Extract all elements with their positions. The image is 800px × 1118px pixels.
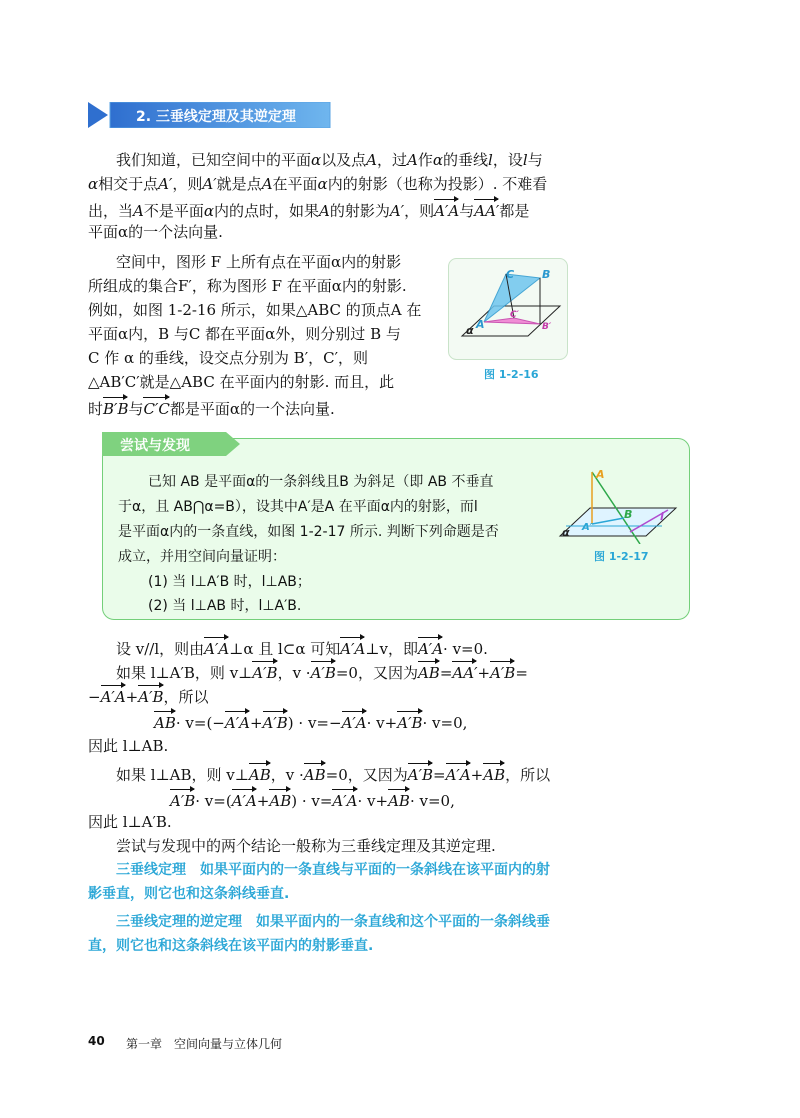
theorem-line1: 三垂线定理 如果平面内的一条直线与平面的一条斜线在该平面内的射	[116, 862, 550, 878]
converse-theorem-line1: 三垂线定理的逆定理 如果平面内的一条直线和这个平面的一条斜线垂	[116, 914, 550, 930]
fig2-label-alpha: α	[562, 526, 570, 539]
para2-line2: 所组成的集合F′，称为图形 F 在平面α内的射影.	[88, 277, 407, 295]
fig1-label-Cp: C′	[510, 310, 519, 320]
fig1-label-C: C	[506, 268, 515, 281]
fig1-label-alpha: α	[466, 324, 474, 337]
fig2-label-Ap: A′	[582, 522, 593, 533]
proof-line3: −A′A+A′B，所以	[88, 684, 209, 707]
chapter-title: 第一章 空间向量与立体几何	[126, 1037, 283, 1051]
para2-line1: 空间中，图形 F 上所有点在平面α内的射影	[116, 253, 402, 271]
section-title: 2. 三垂线定理及其逆定理	[136, 109, 296, 125]
proof-line7: A′B· v=(A′A+AB) · v=A′A· v+AB· v=0,	[170, 788, 455, 811]
para1-line1: 我们知道，已知空间中的平面α以及点A，过A作α的垂线l，设l与	[116, 151, 543, 169]
proof-line4: AB· v=(−A′A+A′B) · v=−A′A· v+A′B· v=0,	[154, 710, 467, 733]
para2-line4: 平面α内，B 与C 都在平面α外，则分别过 B 与	[88, 325, 401, 343]
fig2-label-l: l	[660, 510, 664, 523]
figure-1-2-17	[556, 468, 680, 544]
fig2-label-B: B	[624, 508, 633, 521]
para2-line5: C 作 α 的垂线，设交点分别为 B′，C′，则	[88, 349, 368, 367]
para2-line6: △AB′C′就是△ABC 在平面内的射影. 而且，此	[88, 373, 395, 391]
para1-line4: 平面α的一个法向量.	[88, 223, 223, 241]
proof-line9: 尝试与发现中的两个结论一般称为三垂线定理及其逆定理.	[116, 837, 496, 855]
para1-line2: α相交于点A′，则A′就是点A在平面α内的射影（也称为投影）. 不难看	[88, 175, 548, 193]
fig2-label-A: A	[596, 468, 605, 481]
section-banner	[88, 102, 334, 128]
fig1-label-A: A	[476, 318, 485, 331]
proof-line1: 设 v//l，则由A′A⊥α 且 l⊂α 可知A′A⊥v，即A′A· v=0.	[116, 636, 488, 659]
fig1-label-B: B	[542, 268, 551, 281]
try-line3: 是平面α内的一条直线，如图 1-2-17 所示. 判断下列命题是否	[118, 524, 499, 540]
para2-line3: 例如，如图 1-2-16 所示，如果△ABC 的顶点A 在	[88, 301, 422, 319]
try-line1: 已知 AB 是平面α的一条斜线且B 为斜足（即 AB 不垂直	[148, 474, 494, 490]
para2-line7: 时B′B与C′C都是平面α的一个法向量.	[88, 396, 335, 419]
try-item2: (2) 当 l⊥AB 时，l⊥A′B.	[148, 598, 302, 614]
fig2-caption: 图 1-2-17	[594, 550, 649, 563]
converse-theorem-line2: 直，则它也和这条斜线在该平面内的射影垂直.	[88, 938, 374, 954]
try-item1: (1) 当 l⊥A′B 时，l⊥AB；	[148, 574, 311, 590]
theorem-line2: 影垂直，则它也和这条斜线垂直.	[88, 886, 290, 902]
fig1-label-Bp: B′	[542, 322, 552, 332]
try-line2: 于α，且 AB⋂α=B），设其中A′是A 在平面α内的射影，而l	[118, 499, 478, 515]
proof-line5: 因此 l⊥AB.	[88, 737, 169, 755]
page-number: 40	[88, 1034, 105, 1048]
proof-line8: 因此 l⊥A′B.	[88, 813, 172, 831]
try-line4: 成立，并用空间向量证明：	[118, 549, 286, 565]
proof-line2: 如果 l⊥A′B，则 v⊥A′B，v ·A′B=0，又因为AB=AA′+A′B=	[116, 660, 528, 683]
proof-line6: 如果 l⊥AB，则 v⊥AB，v ·AB=0，又因为A′B=A′A+AB，所以	[116, 762, 550, 785]
figure-1-2-16	[448, 258, 568, 360]
fig1-caption: 图 1-2-16	[484, 368, 539, 381]
try-discover-tab: 尝试与发现	[102, 432, 240, 456]
para1-line3: 出，当A不是平面α内的点时，如果A的射影为A′，则A′A与AA′都是	[88, 198, 529, 221]
